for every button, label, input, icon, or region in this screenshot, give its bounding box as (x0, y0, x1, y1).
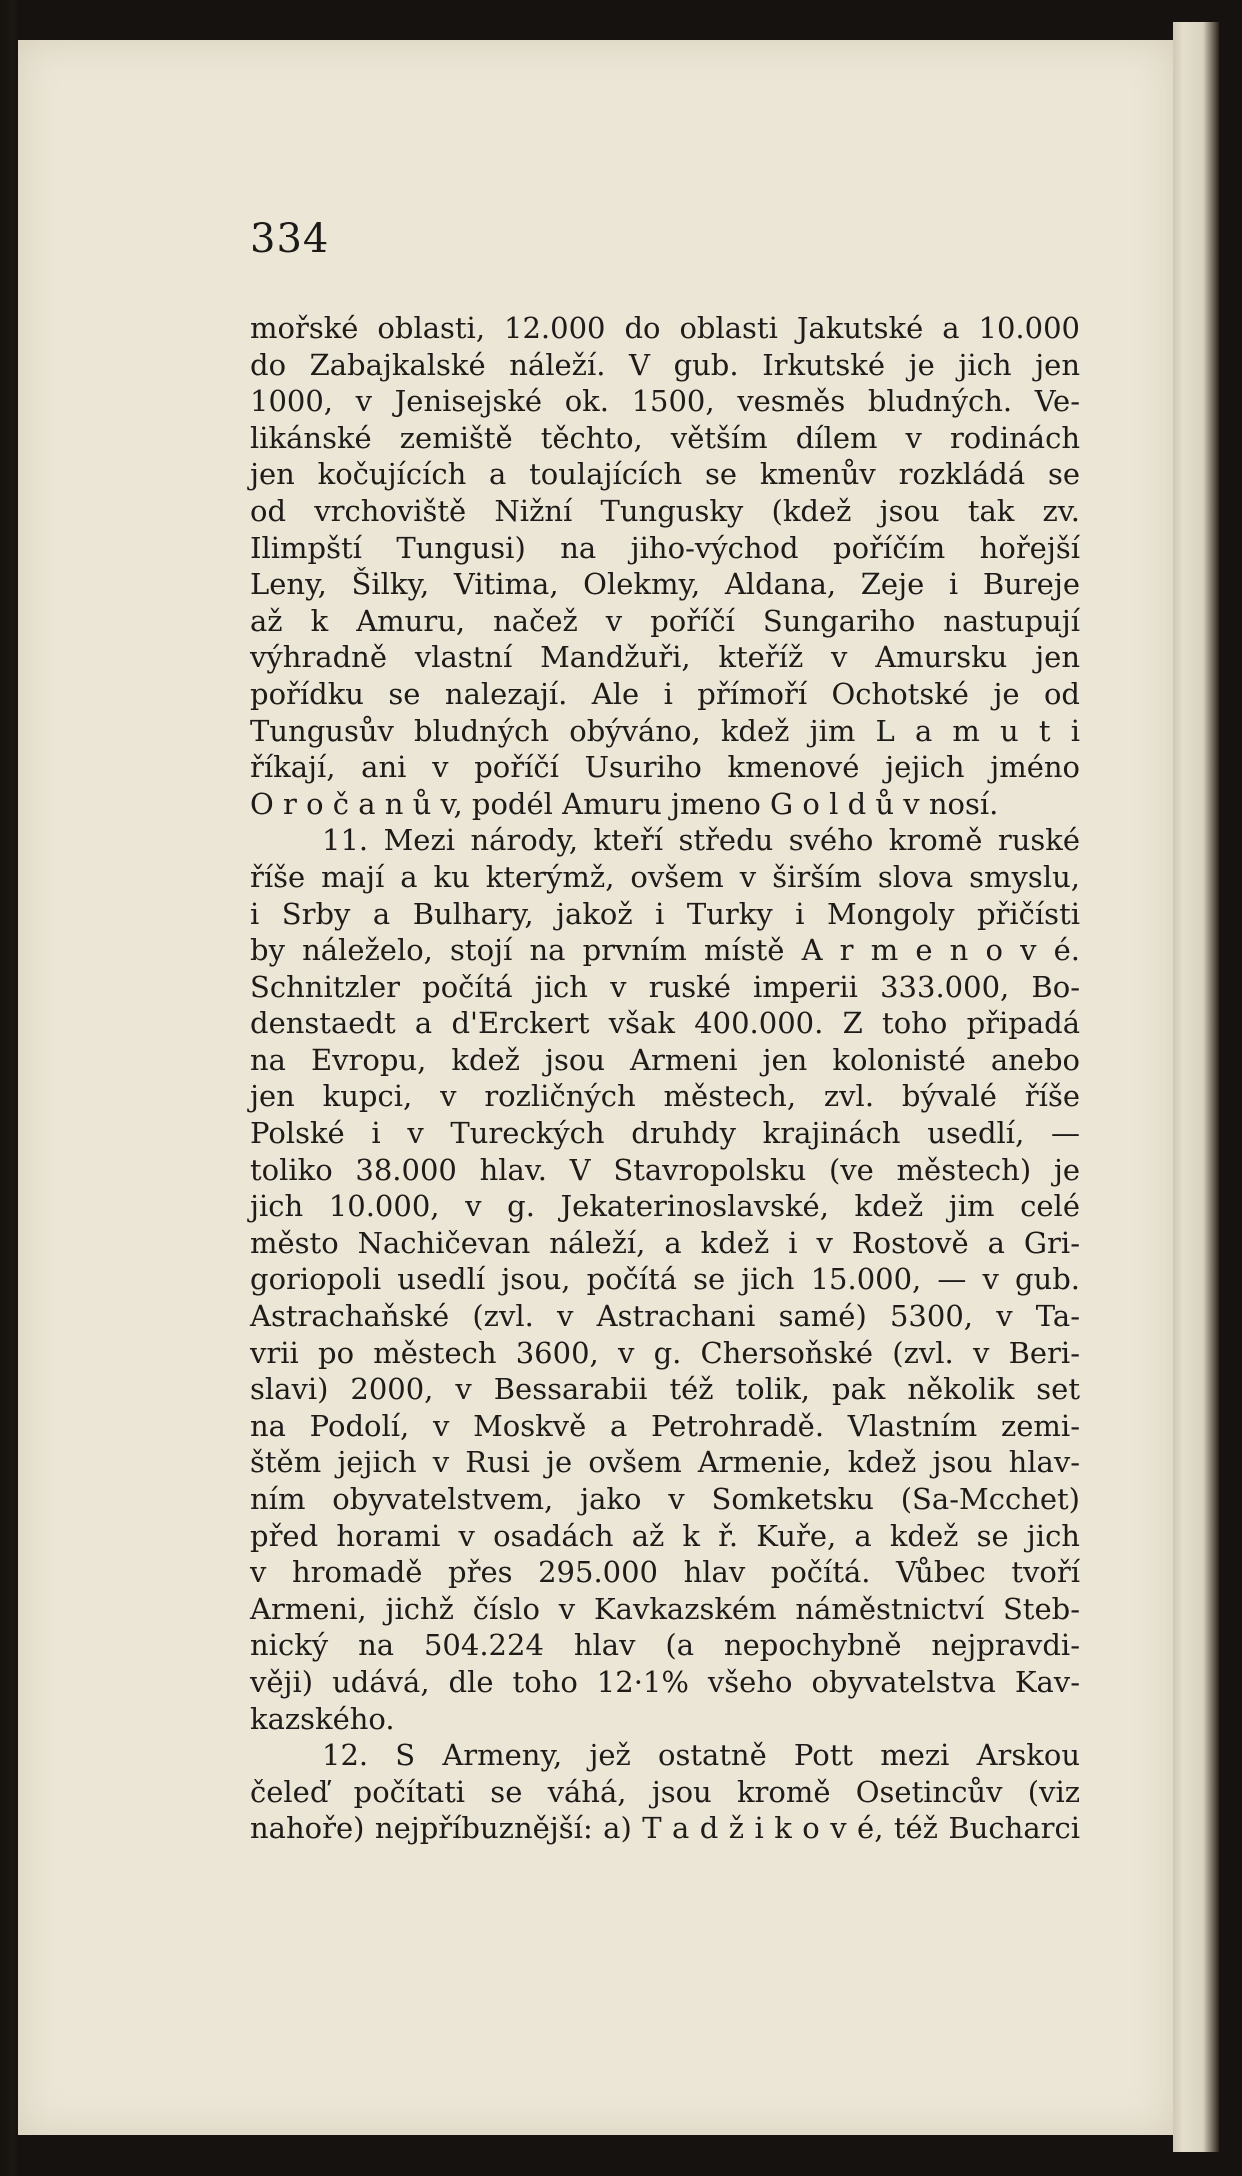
text-line: Astrachaňské (zvl. v Astrachani samé) 5300, v Ta- (250, 1299, 1080, 1334)
text-line: Polské i v Tureckých druhdy krajinách usedlí, — (250, 1116, 1080, 1151)
text-line: město Nachičevan náleží, a kdež i v Rostově a Gri- (250, 1225, 1080, 1260)
text-line: Tungusův bludných obýváno, kdež jim L a m u t i (250, 713, 1080, 748)
text-line: štěm jejich v Rusi je ovšem Armenie, kdež jsou hlav- (250, 1445, 1080, 1480)
body-text (250, 310, 1080, 1847)
text-line: Ilimpští Tungusi) na jiho-východ poříčím hořejší (250, 530, 1080, 565)
text-line: denstaedt a d'Erckert však 400.000. Z toho připadá (250, 1006, 1080, 1041)
text-line: O r o č a n ů v, podél Amuru jmeno G o l d ů v nosí. (250, 786, 999, 821)
text-line: pořídku se nalezají. Ale i přímoří Ochotské je od (250, 676, 1080, 711)
text-line: na Evropu, kdež jsou Armeni jen kolonisté anebo (250, 1042, 1080, 1077)
text-line: věji) udává, dle toho 12·1% všeho obyvatelstva Kav- (250, 1664, 1080, 1699)
page-edge (1173, 22, 1219, 2152)
page-number: 334 (250, 216, 330, 262)
paragraph-12-start: 12. S Armeny, jež ostatně Pott mezi Arskou (322, 1738, 1080, 1773)
text-line: kazského. (250, 1701, 395, 1736)
text-line: čeleď počítati se váhá, jsou kromě Osetincův (viz (250, 1774, 1080, 1809)
text-line: do Zabajkalské náleží. V gub. Irkutské je jich jen (250, 347, 1080, 382)
text-line: vrii po městech 3600, v g. Chersoňské (zvl. v Beri- (250, 1335, 1080, 1370)
text-line: před horami v osadách až k ř. Kuře, a kdež se jich (250, 1518, 1080, 1553)
text-line: goriopoli usedlí jsou, počítá se jich 15.000, — v gub. (250, 1262, 1080, 1297)
text-line: říkají, ani v poříčí Usuriho kmenové jejich jméno (250, 750, 1080, 785)
text-line: Leny, Šilky, Vitima, Olekmy, Aldana, Zeje i Bureje (250, 567, 1080, 602)
text-line: mořské oblasti, 12.000 do oblasti Jakutské a 10.000 (250, 311, 1080, 345)
text-line: jen kupci, v rozličných městech, zvl. bývalé říše (250, 1079, 1080, 1114)
text-line: nahoře) nejpříbuznější: a) T a d ž i k o v é, též Bucharci (250, 1811, 1080, 1846)
text-line: na Podolí, v Moskvě a Petrohradě. Vlastním zemi- (250, 1408, 1080, 1443)
text-line: výhradně vlastní Mandžuři, kteříž v Amursku jen (250, 640, 1080, 675)
text-line: likánské zemiště těchto, větším dílem v rodinách (250, 420, 1080, 455)
text-line: by náleželo, stojí na prvním místě A r m e n o v é. (250, 933, 1080, 968)
text-line: slavi) 2000, v Bessarabii též tolik, pak několik set (250, 1372, 1080, 1407)
text-line: Armeni, jichž číslo v Kavkazském náměstnictví Steb- (250, 1591, 1080, 1626)
paragraph-11-start: 11. Mezi národy, kteří středu svého kromě ruské (322, 823, 1080, 858)
text-line: toliko 38.000 hlav. V Stavropolsku (ve městech) je (250, 1152, 1080, 1187)
text-line: 1000, v Jenisejské ok. 1500, vesměs bludných. Ve- (250, 384, 1080, 419)
text-line: až k Amuru, načež v poříčí Sungariho nastupují (250, 603, 1080, 638)
text-line: v hromadě přes 295.000 hlav počítá. Vůbec tvoří (250, 1555, 1080, 1590)
text-line: od vrchoviště Nižní Tungusky (kdež jsou tak zv. (250, 493, 1080, 528)
text-line: říše mají a ku kterýmž, ovšem v širším slova smyslu, (250, 859, 1080, 894)
text-line: jich 10.000, v g. Jekaterinoslavské, kdež jim celé (250, 1189, 1080, 1224)
text-line: jen kočujících a toulajících se kmenův rozkládá se (250, 457, 1080, 492)
text-line: Schnitzler počítá jich v ruské imperii 333.000, Bo- (250, 969, 1080, 1004)
text-line: nický na 504.224 hlav (a nepochybně nejpravdi- (250, 1628, 1080, 1663)
text-line: i Srby a Bulhary, jakož i Turky i Mongoly přičísti (250, 896, 1080, 931)
text-line: ním obyvatelstvem, jako v Somketsku (Sa-Mcchet) (250, 1482, 1080, 1516)
